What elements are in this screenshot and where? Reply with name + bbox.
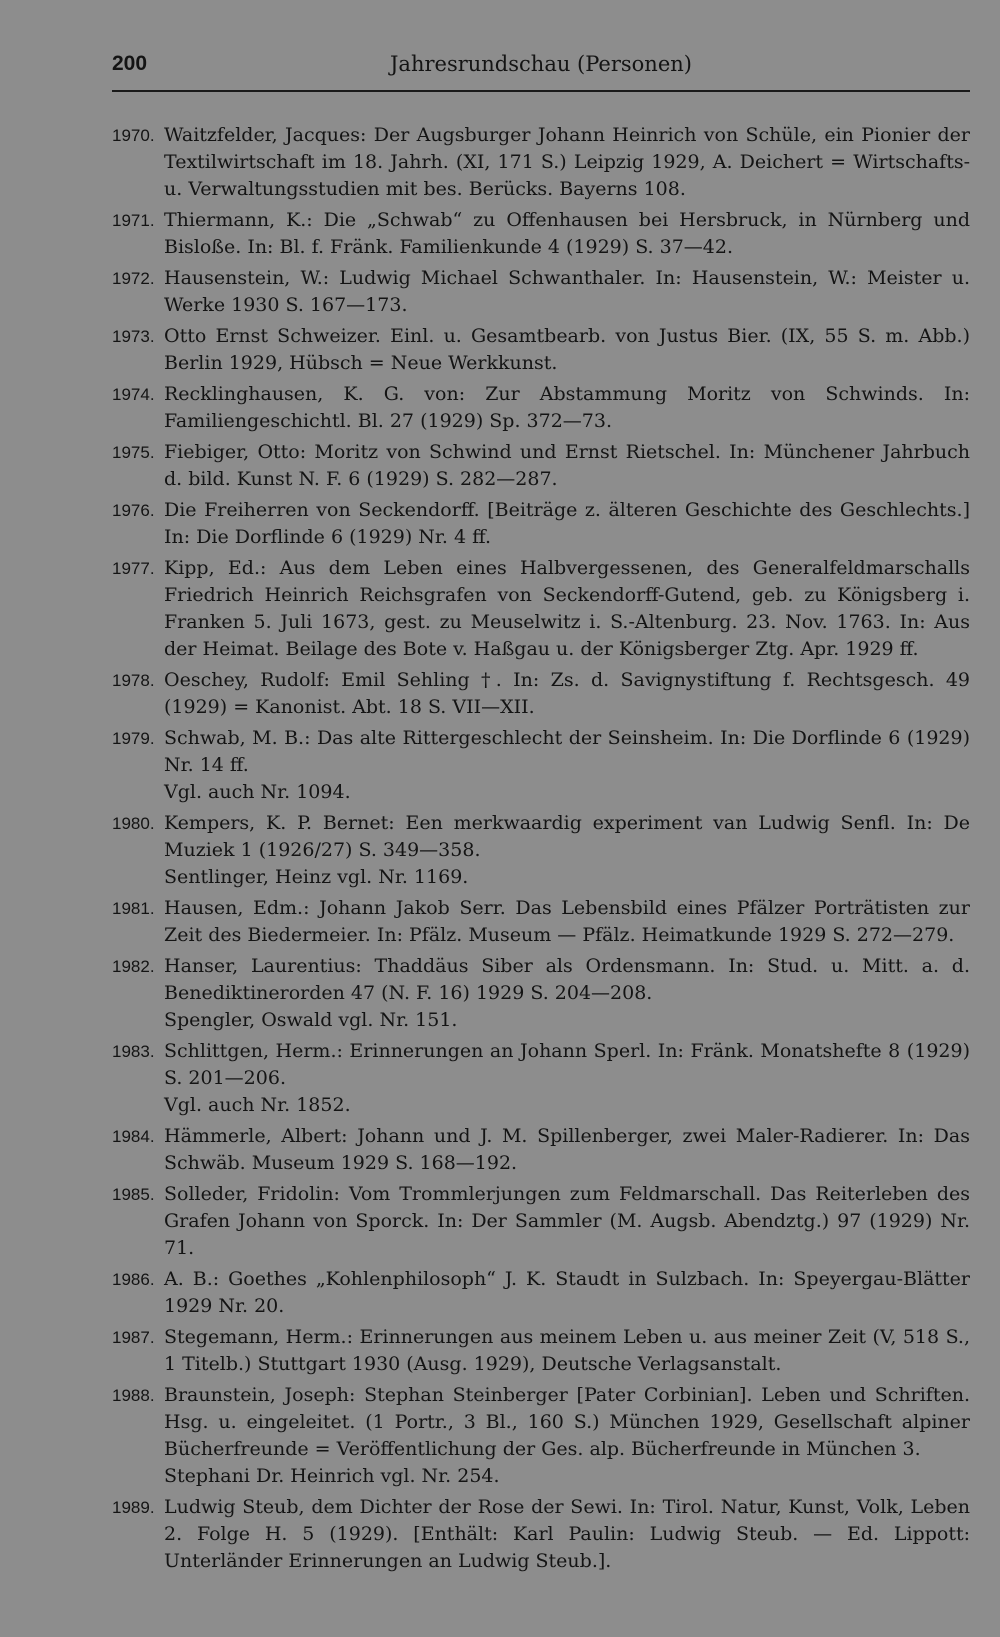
entry-text-block	[164, 555, 970, 663]
entry-text: Oeschey, Rudolf: Emil Sehling †. In: Zs. d. Savignystiftung f. Rechtsgesch. 49 (1929) = Kanonist. Abt. 18 S. VII—XII.	[164, 669, 970, 718]
entry-number: 1987.	[112, 1328, 155, 1347]
bibliography-entry	[112, 323, 970, 377]
entry-text-block	[164, 122, 970, 203]
entry-text-block	[164, 381, 970, 435]
entry-text-block	[164, 497, 970, 551]
entry-number: 1977.	[112, 559, 155, 578]
entry-number: 1983.	[112, 1042, 155, 1061]
entry-number: 1980.	[112, 814, 155, 833]
entry-text: Die Freiherren von Seckendorff. [Beiträge z. älteren Geschichte des Geschlechts.] In: Die Dorflinde 6 (1929) Nr. 4 ff.	[164, 499, 970, 548]
bibliography-entry	[112, 1382, 970, 1490]
bibliography-entry	[112, 207, 970, 261]
bibliography-entry	[112, 122, 970, 203]
entry-number: 1979.	[112, 729, 155, 748]
entry-number: 1984.	[112, 1127, 155, 1146]
entry-text: Braunstein, Joseph: Stephan Steinberger [Pater Corbinian]. Leben und Schriften. Hsg. u. eingeleitet. (1 Portr., 3 Bl., 160 S.) München 1929, Gesellschaft alpiner Bücherfreunde = Veröffentlichung der Ges. alp. Bücherfreunde in München 3.	[164, 1384, 970, 1460]
header-rule	[112, 90, 970, 92]
entry-number: 1976.	[112, 501, 155, 520]
bibliography-entry	[112, 1181, 970, 1262]
entry-text: Kempers, K. P. Bernet: Een merkwaardig experiment van Ludwig Senfl. In: De Muziek 1 (1926/27) S. 349—358.	[164, 812, 970, 861]
entry-text: Stegemann, Herm.: Erinnerungen aus meinem Leben u. aus meiner Zeit (V, 518 S., 1 Titelb.) Stuttgart 1930 (Ausg. 1929), Deutsche Verlagsanstalt.	[164, 1326, 970, 1375]
bibliography-entry	[112, 953, 970, 1034]
entry-text-block	[164, 667, 970, 721]
bibliography-entry	[112, 725, 970, 806]
entry-number: 1986.	[112, 1270, 155, 1289]
entry-cross-reference: Vgl. auch Nr. 1852.	[164, 1094, 351, 1116]
running-title: Jahresrundschau (Personen)	[390, 52, 692, 76]
entry-text: Recklinghausen, K. G. von: Zur Abstammung Moritz von Schwinds. In: Familiengeschichtl. Bl. 27 (1929) Sp. 372—73.	[164, 383, 970, 432]
entry-number: 1988.	[112, 1386, 155, 1405]
bibliography-entry	[112, 1494, 970, 1575]
entry-cross-reference: Vgl. auch Nr. 1094.	[164, 781, 351, 803]
entry-text-block	[164, 1324, 970, 1378]
entry-number: 1981.	[112, 899, 155, 918]
entry-text-block	[164, 725, 970, 806]
bibliography-entry	[112, 1324, 970, 1378]
entry-text: Schlittgen, Herm.: Erinnerungen an Johann Sperl. In: Fränk. Monatshefte 8 (1929) S. 201—206.	[164, 1040, 970, 1089]
entry-text: Thiermann, K.: Die „Schwab“ zu Offenhausen bei Hersbruck, in Nürnberg und Bisloße. In: Bl. f. Fränk. Familienkunde 4 (1929) S. 37—42.	[164, 209, 970, 258]
entry-text: Kipp, Ed.: Aus dem Leben eines Halbvergessenen, des Generalfeldmarschalls Friedrich Heinrich Reichsgrafen von Seckendorff-Gutend, geb. zu Königsberg i. Franken 5. Juli 1673, gest. zu Meuselwitz i. S.-Altenburg. 23. Nov. 1763. In: Aus der Heimat. Beilage des Bote v. Haßgau u. der Königsberger Ztg. Apr. 1929 ff.	[164, 557, 970, 660]
entry-number: 1971.	[112, 211, 155, 230]
entry-text-block	[164, 265, 970, 319]
entry-text: Otto Ernst Schweizer. Einl. u. Gesamtbearb. von Justus Bier. (IX, 55 S. m. Abb.) Berlin 1929, Hübsch = Neue Werkkunst.	[164, 325, 970, 374]
bibliography-entry	[112, 895, 970, 949]
entry-number: 1989.	[112, 1498, 155, 1517]
entry-text-block	[164, 1123, 970, 1177]
bibliography-entry	[112, 497, 970, 551]
bibliography-entry	[112, 439, 970, 493]
bibliography-entry	[112, 1266, 970, 1320]
entry-text: Hausenstein, W.: Ludwig Michael Schwanthaler. In: Hausenstein, W.: Meister u. Werke 1930 S. 167—173.	[164, 267, 970, 316]
page-number: 200	[112, 52, 148, 75]
entry-text-block	[164, 1266, 970, 1320]
entry-cross-reference: Stephani Dr. Heinrich vgl. Nr. 254.	[164, 1465, 500, 1487]
bibliography-entry	[112, 667, 970, 721]
entry-number: 1975.	[112, 443, 155, 462]
entry-number: 1974.	[112, 385, 155, 404]
entry-text: A. B.: Goethes „Kohlenphilosoph“ J. K. Staudt in Sulzbach. In: Speyergau-Blätter 1929 Nr. 20.	[164, 1268, 970, 1317]
entry-number: 1985.	[112, 1185, 155, 1204]
bibliography-entry	[112, 1123, 970, 1177]
entry-text-block	[164, 1181, 970, 1262]
bibliography-entry	[112, 381, 970, 435]
entry-text-block	[164, 207, 970, 261]
entry-text: Waitzfelder, Jacques: Der Augsburger Johann Heinrich von Schüle, ein Pionier der Textilwirtschaft im 18. Jahrh. (XI, 171 S.) Leipzig 1929, A. Deichert = Wirtschafts- u. Verwaltungsstudien mit bes. Berücks. Bayerns 108.	[164, 124, 970, 200]
entry-text: Fiebiger, Otto: Moritz von Schwind und Ernst Rietschel. In: Münchener Jahrbuch d. bild. Kunst N. F. 6 (1929) S. 282—287.	[164, 441, 970, 490]
entry-text: Schwab, M. B.: Das alte Rittergeschlecht der Seinsheim. In: Die Dorflinde 6 (1929) Nr. 14 ff.	[164, 727, 970, 776]
bibliography-entry	[112, 810, 970, 891]
bibliography-entry	[112, 555, 970, 663]
entry-text-block	[164, 810, 970, 891]
entry-number: 1972.	[112, 269, 155, 288]
entry-text-block	[164, 953, 970, 1034]
bibliography-entry	[112, 1038, 970, 1119]
entry-text: Hanser, Laurentius: Thaddäus Siber als Ordensmann. In: Stud. u. Mitt. a. d. Benediktinerorden 47 (N. F. 16) 1929 S. 204—208.	[164, 955, 970, 1004]
entry-number: 1978.	[112, 671, 155, 690]
entry-text: Ludwig Steub, dem Dichter der Rose der Sewi. In: Tirol. Natur, Kunst, Volk, Leben 2. Folge H. 5 (1929). [Enthält: Karl Paulin: Ludwig Steub. — Ed. Lippott: Unterländer Erinnerungen an Ludwig Steub.].	[164, 1496, 970, 1572]
bibliography-entry	[112, 265, 970, 319]
entry-cross-reference: Spengler, Oswald vgl. Nr. 151.	[164, 1009, 458, 1031]
entry-number: 1973.	[112, 327, 155, 346]
entry-text-block	[164, 1494, 970, 1575]
entry-text: Solleder, Fridolin: Vom Trommlerjungen zum Feldmarschall. Das Reiterleben des Grafen Johann von Sporck. In: Der Sammler (M. Augsb. Abendztg.) 97 (1929) Nr. 71.	[164, 1183, 970, 1259]
entry-number: 1970.	[112, 126, 155, 145]
entry-text-block	[164, 323, 970, 377]
entry-text: Hämmerle, Albert: Johann und J. M. Spillenberger, zwei Maler-Radierer. In: Das Schwäb. Museum 1929 S. 168—192.	[164, 1125, 970, 1174]
entry-number: 1982.	[112, 957, 155, 976]
entry-text-block	[164, 439, 970, 493]
entry-text: Hausen, Edm.: Johann Jakob Serr. Das Lebensbild eines Pfälzer Porträtisten zur Zeit des Biedermeier. In: Pfälz. Museum — Pfälz. Heimatkunde 1929 S. 272—279.	[164, 897, 970, 946]
page-header	[112, 48, 970, 84]
entry-cross-reference: Sentlinger, Heinz vgl. Nr. 1169.	[164, 866, 469, 888]
entry-text-block	[164, 1038, 970, 1119]
entry-list	[112, 122, 970, 1575]
entry-text-block	[164, 1382, 970, 1490]
entry-text-block	[164, 895, 970, 949]
